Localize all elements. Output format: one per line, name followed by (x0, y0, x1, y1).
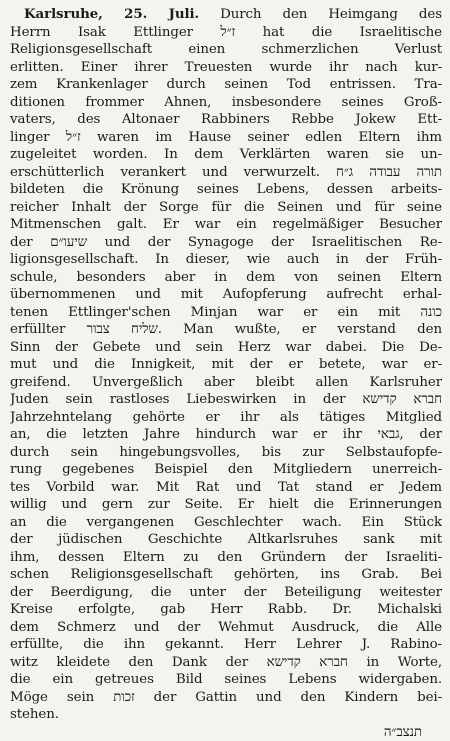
article-line: der שיעו״ם und der Synagoge der Israelitischen Re- (10, 234, 442, 252)
article-line: ligionsgesellschaft. In dieser, wie auch in der Früh- (10, 251, 442, 269)
article-line: erschütterlich verankert und verwurzelt. תורה עבודה ג״ח (10, 164, 442, 182)
article-line: an die vergangenen Geschlechter wach. Ein Stück (10, 514, 442, 532)
article-line: dem Schmerz und der Wehmut Ausdruck, die Alle (10, 619, 442, 637)
article-line: schule, besonders aber in dem von seinen Eltern (10, 269, 442, 287)
article-line: Herrn Isak Ettlinger ז״ל hat die Israelitische (10, 24, 442, 42)
article-line: Sinn der Gebete und sein Herz war dabei. Die De- (10, 339, 442, 357)
article-line: tenen Ettlinger'schen Minjan war er ein mit כונה (10, 304, 442, 322)
article-line: linger ז״ל waren im Hause seiner edlen Eltern ihm (10, 129, 442, 147)
article-line: an, die letzten Jahre hindurch war er ihr גבאי, der (10, 426, 442, 444)
article-line: ihm, dessen Eltern zu den Gründern der Israeliti- (10, 549, 442, 567)
article-line: vaters, des Altonaer Rabbiners Rebbe Jokew Ett- (10, 111, 442, 129)
article-line: willig und gern zur Seite. Er hielt die Erinnerungen (10, 496, 442, 514)
article-line-1-text: Durch den Heimgang des (220, 7, 442, 22)
article-line: zem Krankenlager durch seinen Tod entrissen. Tra- (10, 76, 442, 94)
article-line: tes Vorbild war. Mit Rat und Tat stand er Jedem (10, 479, 442, 497)
article-line: Mitmenschen galt. Er war ein regelmäßiger Besucher (10, 216, 442, 234)
article-line: Jahrzehntelang gehörte er ihr als tätiges Mitglied (10, 409, 442, 427)
article-line: erfüllter שליח צבור. Man wußte, er verstand den (10, 321, 442, 339)
article-line: die ein getreues Bild seines Lebens widergaben. (10, 671, 442, 689)
article-line: rung gegebenes Beispiel den Mitgliedern unerreich- (10, 461, 442, 479)
article-line-1 (10, 6, 442, 24)
signature: תנצב״ה (10, 724, 442, 741)
article-line: durch sein hingebungsvolles, bis zur Selbstaufopfe- (10, 444, 442, 462)
article-line: bildeten die Krönung seines Lebens, dessen arbeits- (10, 181, 442, 199)
article-line: der Beerdigung, die unter der Beteiligung weitester (10, 584, 442, 602)
article-line: greifend. Unvergeßlich aber bleibt allen Karlsruher (10, 374, 442, 392)
article-line: Religionsgesellschaft einen schmerzlichen Verlust (10, 41, 442, 59)
article-line: reicher Inhalt der Sorge für die Seinen und für seine (10, 199, 442, 217)
article-line: Juden sein rastloses Liebeswirken in der חברא קדישא (10, 391, 442, 409)
article-line: ditionen frommer Ahnen, insbesondere seines Groß- (10, 94, 442, 112)
article-line: Möge sein זכות der Gattin und den Kindern bei- (10, 689, 442, 707)
dateline: Karlsruhe, 25. Juli. (24, 6, 199, 22)
article-line: übernommenen und mit Aufopferung aufrecht erhal- (10, 286, 442, 304)
article-line: schen Religionsgesellschaft gehörten, ins Grab. Bei (10, 566, 442, 584)
article-line: erfüllte, die ihn gekannt. Herr Lehrer J. Rabino- (10, 636, 442, 654)
article-line: witz kleidete den Dank der חברא קדישא in Worte, (10, 654, 442, 672)
article-line: mut und die Innigkeit, mit der er betete, war er- (10, 356, 442, 374)
article-line: erlitten. Einer ihrer Treuesten wurde ihr nach kur- (10, 59, 442, 77)
article-line: stehen. (10, 706, 442, 724)
article-line: zugeleitet worden. In dem Verklärten waren sie un- (10, 146, 442, 164)
article-line: Kreise erfolgte, gab Herr Rabb. Dr. Michalski (10, 601, 442, 619)
article-line: der jüdischen Geschichte Altkarlsruhes sank mit (10, 531, 442, 549)
